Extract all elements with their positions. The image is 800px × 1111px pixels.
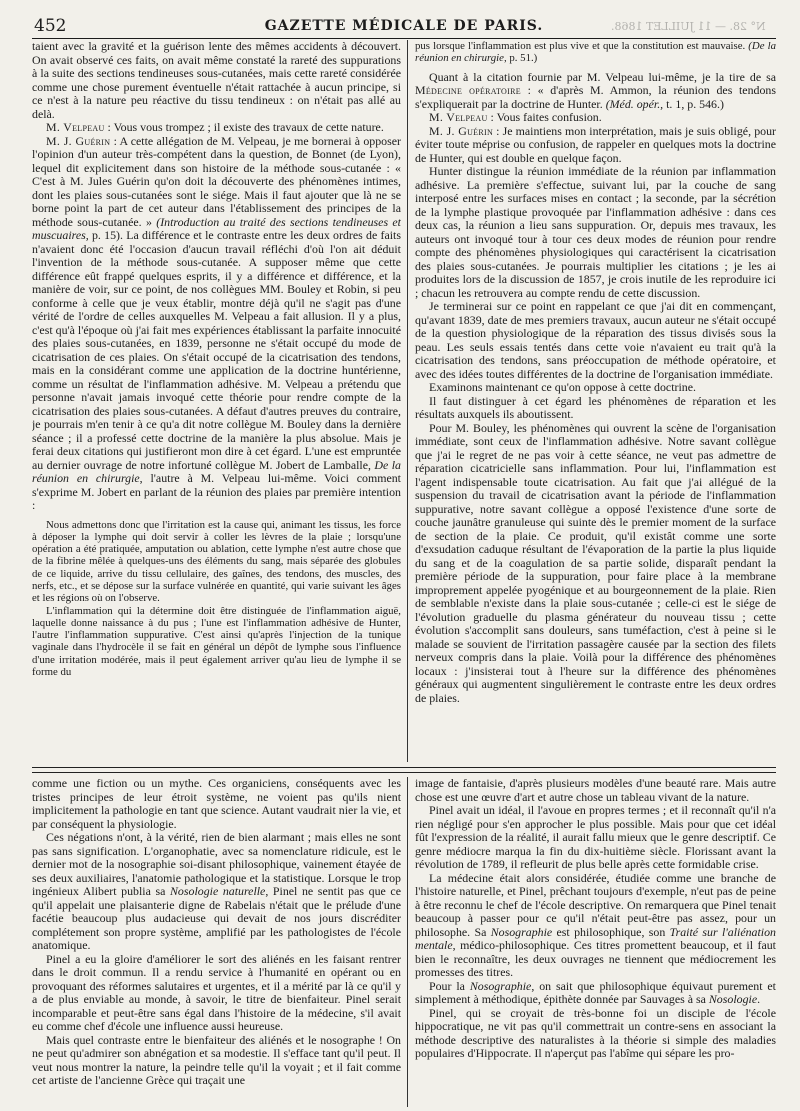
paragraph xyxy=(415,125,776,166)
speaker-name: M. J. Guérin xyxy=(46,133,111,148)
block-quote: L'inflammation qui la détermine doit être distinguée de l'inflammation aiguë, laquelle donne naissance à du pus ; l'une est l'inflammation adhésive de Hunter, l'autre l'inflammation suppurative. C'est ainsi qu'après l'injection de la tunique vaginale dans l'hydrocèle il se fait en général un dépôt de lymphe sous l'influence d'une irritation modérée, mais il peut également arriver qu'au lieu de lymphe il se forme du xyxy=(32,604,401,679)
body-text: est philosophique, son xyxy=(552,924,670,939)
book-title: Nosologie xyxy=(708,992,758,1006)
paragraph: taient avec la gravité et la guérison lente des mêmes accidents à découvert. On avait observé ces faits, on avait même constaté la rareté des suppurations à la suite des sections tendineuses sous-cutanées, mais cette rareté considérée comme une chose purement éventuelle n'était rattachée à aucun principe, si ce n'est à la nature peu réactive du tissu tendineux : on n'était pas allé au delà. xyxy=(32,40,401,121)
book-title: Médecine opératoire xyxy=(415,83,521,98)
bottom-right-column xyxy=(415,777,776,1107)
book-title: Nosographie xyxy=(490,924,553,939)
body-text: , Pinel ne sentit pas que ce qu'il appelait une plaisanterie digne de Rabelais n'était que le prélude d'une facétie beaucoup plus audacieuse qui devait de nos jours discréditer complétement son propre système, amplifié par les pathologistes de l'école anatomique. xyxy=(32,884,401,952)
body-text: . xyxy=(757,992,761,1006)
column-rule xyxy=(407,40,408,762)
speaker-name: M. Velpeau xyxy=(46,120,105,134)
body-text: Pour la xyxy=(429,978,470,993)
book-title: Nosologie naturelle xyxy=(170,884,266,898)
paragraph: Hunter distingue la réunion immédiate de la réunion par inflammation adhésive. La première s'effectue, suivant lui, par la couche de sang interposé entre les surfaces mises en contact ; la seconde, par la sécrétion de la lymphe plastique provoquée par l'inflammation adhésive : dans ces deux cas, la réunion a lieu sans suppuration. Or, depuis mes travaux, les auteurs ont invoqué tour à tour ces deux modes de réunion pour rendre compte des phénomènes physiologiques qui caractérisent la cicatrisation des plaies sous-cutanées. Je pourrais multiplier les citations ; je les ai produites lors de la discussion de 1857, je crois inutile de les reproduire ici ; chacun les retrouvera au compte rendu de cette discussion. xyxy=(415,164,776,300)
paragraph xyxy=(415,111,776,125)
paragraph: Pinel a eu la gloire d'améliorer le sort des aliénés en les faisant rentrer dans le droit commun. Il a rendu service à l'humanité en opérant ou en provoquant des réformes salutaires et urgentes, et il a mérité par là ce qu'il y a de plus enviable au monde, à savoir, le titre de bienfaiteur. Pinel serait incomparable et peut-être sans égal dans l'histoire de la médecine, s'il avait eu comme chef d'école une influence aussi heureuse. xyxy=(32,951,401,1033)
paragraph xyxy=(415,872,776,980)
paragraph xyxy=(415,980,776,1007)
speech-text: : A cette allégation de M. Velpeau, je me bornerai à opposer l'opinion d'un auteur très-compétent dans la question, de Bonnet (de Lyon), lequel dit explicitement dans son histoire de la méthode sous-cutanée : « C'est à M. Jules Guérin qu'on doit la découverte des phénomènes intimes, dont les plaies sous-cutanées sont le siége. Mais il faut ajouter que là ne se borne point la part de cet auteur dans l'établissement des principes de la méthode sous-cutanée. » xyxy=(32,133,401,229)
page-header xyxy=(32,14,776,39)
page-number: 452 xyxy=(34,16,67,36)
body-text: , médico-philosophique. Ces titres promettent beaucoup, et il faut bien le reconnaître, les deux ouvrages ne tiennent que médiocrement les promesses des titres. xyxy=(415,938,776,979)
paragraph: image de fantaisie, d'après plusieurs modèles d'une beauté rare. Mais autre chose est une œuvre d'art et autre chose un tableau vivant de la nature. xyxy=(415,777,776,804)
bleed-through-text: N° 28. — 11 JUILLET 1868. xyxy=(611,20,766,33)
citation: (Méd. opér., xyxy=(605,96,664,111)
citation: (De la réunion en chirurgie, xyxy=(415,40,776,65)
speech-text: Quant à la citation fournie par M. Velpeau lui-même, je la tire de sa xyxy=(429,69,776,84)
paragraph: Pinel avait un idéal, il l'avoue en propres termes ; et il reconnaît qu'il n'a rien négligé pour s'en approcher le plus possible. Mais pour que cet idéal fût l'expression de la réalité, il aurait fallu mieux que le genre descriptif. Ce genre médiocre marqua la fin du dix-huitième siècle. Florissant avant la révolution de 1789, il refleurit de plus belle après cette formidable crise. xyxy=(415,803,776,871)
paragraph xyxy=(32,831,401,953)
body-text: La médecine était alors considérée, étudiée comme une branche de l'histoire naturelle, et Pinel, prêchant toujours d'exemple, n'eut pas de peine à être reconnu le chef de l'école descriptive. On remarquera que Pinel tenait beaucoup à passer pour ce qu'il n'était peut-être pas assez, pour un philosophe. Sa xyxy=(415,870,776,939)
speech-text: , l'autre à M. Velpeau lui-même. Voici comment s'exprime M. Jobert en parlant de la réunion des plaies par première intention : xyxy=(32,471,401,512)
speech-text: : Vous vous trompez ; il existe des travaux de cette nature. xyxy=(104,120,384,134)
paragraph: Examinons maintenant ce qu'on oppose à cette doctrine. xyxy=(429,380,696,395)
section-divider xyxy=(32,767,776,773)
top-section xyxy=(32,40,776,762)
paragraph: comme une fiction ou un mythe. Ces organiciens, conséquents avec les tristes principes de leur étroit système, ne voient pas qu'ils nient implicitement la pathologie en tant que science. Autant vaudrait nier la vie, et par conséquent la physiologie. xyxy=(32,777,401,831)
paragraph xyxy=(32,121,401,135)
block-quote xyxy=(415,40,776,65)
citation: (Introduction au traité des sections tendineuses et muscuaires, xyxy=(32,214,401,242)
bottom-left-column xyxy=(32,777,401,1107)
journal-title: GAZETTE MÉDICALE DE PARIS. xyxy=(264,18,544,34)
paragraph: Je terminerai sur ce point en rappelant ce que j'ai dit en commençant, qu'avant 1839, date de mes premiers travaux, aucun auteur ne s'était occupé de la question physiologique de la réparation des tissus divisés sous la peau. Les seuls essais tentés dans cette voie n'avaient eu trait qu'à la cicatrisation des tendons, sans préoccupation de méthode opératoire, et avec des idées toutes différentes de la doctrine de l'organisation immédiate. xyxy=(415,299,776,381)
speech-text: : « d'après M. Ammon, la réunion des tendons s'expliquerait par la doctrine de Hunter. xyxy=(415,83,776,111)
paragraph xyxy=(32,135,401,513)
paragraph xyxy=(415,71,776,112)
speaker-name: M. Velpeau xyxy=(429,110,488,125)
block-quote: Nous admettons donc que l'irritation est la cause qui, animant les tissus, les force à déposer la lymphe qui doit servir à coller les lèvres de la plaie ; lorsqu'une opération a été pratiquée, amputation ou ablation, cette lymphe n'est autre chose que de la fibrine mêlée à quelques-uns des éléments du sang, mais séparée des globules de ce liquide, arrive du tissu cellulaire, des gaînes, des tendons, des muscles, des nerfs, etc., et se dépose sur la surface vulnérée en quantité, qui varie suivant les âges et les régions où on l'observe. xyxy=(32,518,401,605)
column-rule xyxy=(407,777,408,1107)
book-title: Nosographie xyxy=(469,978,532,993)
paragraph: Pour M. Bouley, les phénomènes qui ouvrent la scène de l'organisation immédiate, sont ceux de l'inflammation adhésive. Notre savant collègue que j'ai le regret de ne pas voir à cette séance, ne veut pas admettre de réparation cicatricielle sans inflammation. Pour lui, l'inflammation est l'agent indispensable toute cicatrisation. Au fait que j'ai allégué de la suspension du travail de cicatrisation avant la période de l'inflammation suppurative, notre savant collègue a opposé l'existence d'une sorte de couche jaunâtre granuleuse qui suinte dès le premier moment de la surface de section de la plaie. Ce produit, qu'il existât comme une sorte d'exsudation caduque résultant de l'évaporation de la partie la plus liquide du sang et de la coagulation de sa partie solide, disparaît pendant la première période de la suppuration, pour faire place à la membrane improprement appelée pyogénique et au bourgeonnement de la plaie. Rien de semblable n'existe dans la plaie sous-cutanée ; celle-ci est le siége de l'évolution graduelle du plasma générateur du nouveau tissu ; cette évolution s'accomplit sans douleurs, sans tuméfaction, c'est à peine si le malade se souvient de l'irritation passagère causée par la section des filets nerveux compris dans la plaie. Voilà pour la différence des phénomènes locaux : j'insisterai tout à l'heure sur la différence des phénomènes généraux qui augmentent singulièrement le contraste entre les deux ordres de plaies. xyxy=(415,420,776,705)
book-title: De la réunion en chirurgie xyxy=(32,457,401,485)
top-left-column xyxy=(32,40,401,762)
top-right-column xyxy=(415,40,776,762)
bottom-section xyxy=(32,777,776,1107)
speech-text: : Vous faites confusion. xyxy=(487,110,602,125)
book-title: Traité sur l'aliénation mentale xyxy=(415,924,776,952)
paragraph: Pinel, qui se croyait de très-bonne foi un disciple de l'école hippocratique, ne vit pas qu'il commettrait un contre-sens en associant la méthode descriptive des naturalistes à la théorie si simple des maladies populaires d'Hippocrate. Il n'aperçut pas l'abîme qui sépare les pro- xyxy=(415,1005,776,1060)
paragraph: Il faut distinguer à cet égard les phénomènes de réparation et les résultats auxquels ils aboutissent. xyxy=(415,393,776,422)
quote-text: p. 51.) xyxy=(506,52,538,65)
paragraph: Mais quel contraste entre le bienfaiteur des aliénés et le nosographe ! On ne peut qu'admirer son abnégation et sa modestie. Il s'efface tant qu'il peut. Il veut nous montrer la nature, la peindre telle qu'il la voyait ; et il fait comme cet artiste de l'ancienne Grèce qui traçait une xyxy=(32,1032,401,1087)
speech-text: t. 1, p. 546.) xyxy=(663,96,724,111)
speech-text: : Je maintiens mon interprétation, mais je suis obligé, pour éviter toute méprise ou confusion, de rappeler en quelques mots la doctrine de Hunter, qui est double en quelque façon. xyxy=(415,123,776,165)
speech-text: p. 15). La différence et le contraste entre les deux ordres de faits n'avaient donc été l'occasion d'aucun travail réfléchi d'où l'on ait déduit l'invention de la méthode sous-cutanée. A supposer même que cette différence eût frappé quelques esprits, il y a différence et différence, et la manière de voir, sur ce point, de nos collègues MM. Bouley et Robin, si peu conforme à celle que je veux établir, montre déjà qu'il ne s'agit pas d'une vérité de l'ordre de celles auxquelles M. Velpeau a fait allusion. Il y a plus, c'est qu'à l'époque où j'ai fait mes expériences établissant la parfaite innocuité des plaies sous-cutanées, en 1839, personne ne s'était occupé du mode de cicatrisation de ces plaies. On s'était occupé de la cicatrisation des tendons, mais en la considérant comme une application de la doctrine huntérienne, comme un résultat de l'inflammation adhésive. M. Velpeau a prétendu que personne n'avait jamais invoqué cette théorie pour rendre compte de la cicatrisation des plaies sous-cutanées. A défaut d'autres preuves du contraire, je pourrais m'en tenir à ce qu'a dit notre collègue M. Bouley dans la dernière séance ; il a professé cette doctrine de la manière la plus absolue. Mais je ferai deux citations qui justifieront mon dire à cet égard. L'une est empruntée au dernier ouvrage de notre infortuné collègue M. Jobert de Lamballe, xyxy=(32,228,401,472)
quote-text: pus lorsque l'inflammation est plus vive et que la constitution est mauvaise. xyxy=(415,40,749,52)
body-text: , on sait que philosophique équivaut purement et simplement à méthodique, épithète donnée par Sauvages à sa xyxy=(415,978,776,1006)
speaker-name: M. J. Guérin xyxy=(429,123,494,138)
body-text: Ces négations n'ont, à la vérité, rien de bien alarmant ; mais elles ne sont pas sans signification. L'organophatie, avec sa nomenclature ridicule, est le dernier mot de la nosographie soi-disant philosophique, vainement étayée de ses deux auxiliaires, l'anatomie pathologique et la statistique. Lorsque le trop ingénieux Alibert publia sa xyxy=(32,830,401,898)
